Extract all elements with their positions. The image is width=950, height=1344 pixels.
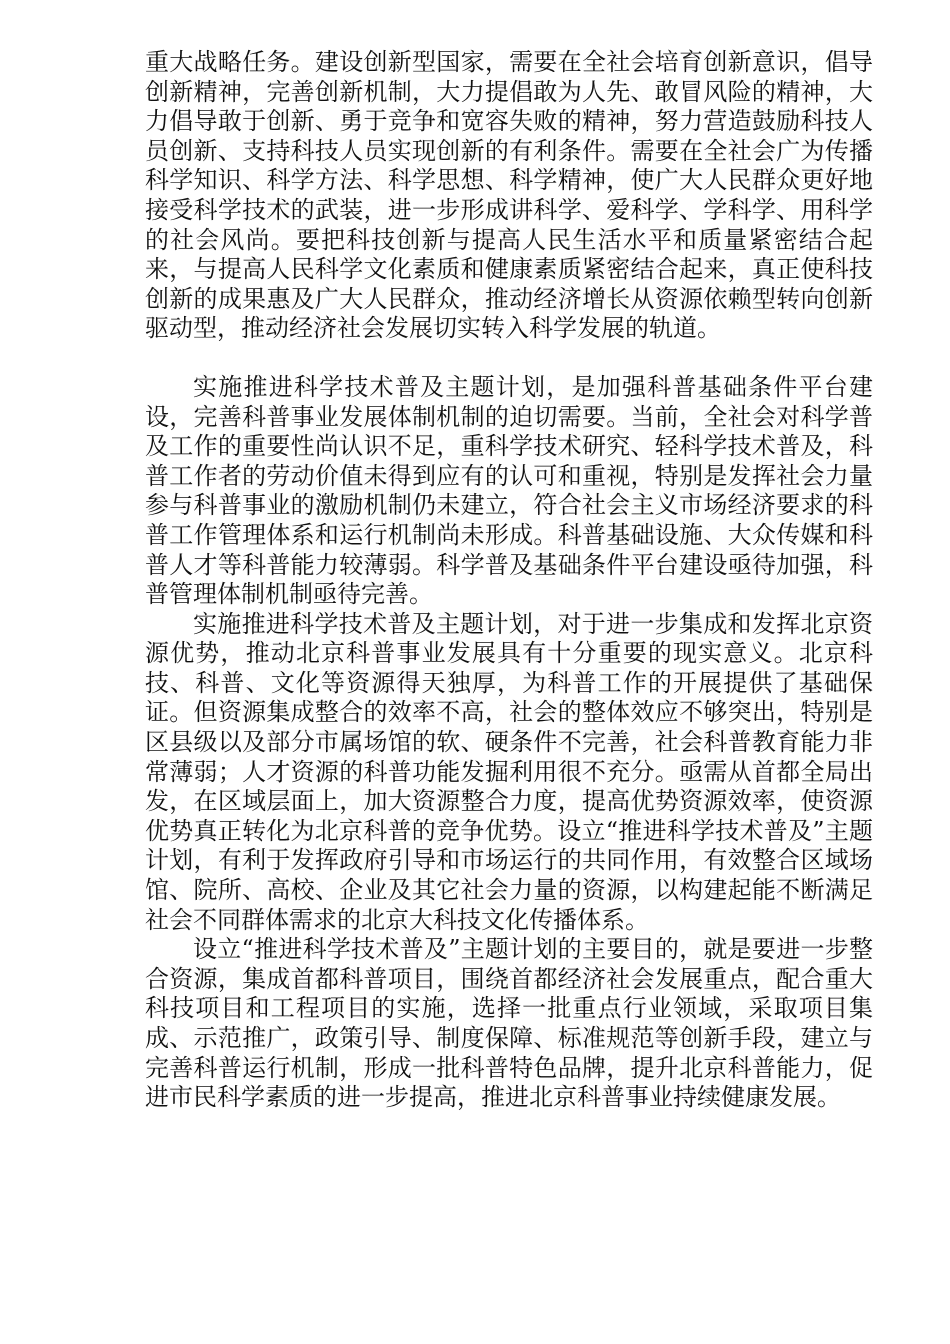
paragraph-4: 设立“推进科学技术普及”主题计划的主要目的，就是要进一步整合资源，集成首都科普项目，围绕首都经济社会发展重点，配合重大科技项目和工程项目的实施，选择一批重点行业领域，采取项目集成、示范推广，政策引导、制度保障、标准规范等创新手段，建立与完善科普运行机制，形成一批科普特色品牌，提升北京科普能力，促进市民科学素质的进一步提高，推进北京科普事业持续健康发展。	[145, 935, 873, 1112]
paragraph-2: 实施推进科学技术普及主题计划，是加强科普基础条件平台建设，完善科普事业发展体制机制的迫切需要。当前，全社会对科学普及工作的重要性尚认识不足，重科学技术研究、轻科学技术普及，科普工作者的劳动价值未得到应有的认可和重视，特别是发挥社会力量参与科普事业的激励机制仍未建立，符合社会主义市场经济要求的科普工作管理体系和运行机制尚未形成。科普基础设施、大众传媒和科普人才等科普能力较薄弱。科学普及基础条件平台建设亟待加强，科普管理体制机制亟待完善。	[145, 372, 873, 609]
paragraph-1: 重大战略任务。建设创新型国家，需要在全社会培育创新意识，倡导创新精神，完善创新机制，大力提倡敢为人先、敢冒风险的精神，大力倡导敢于创新、勇于竞争和宽容失败的精神，努力营造鼓励科技人员创新、支持科技人员实现创新的有利条件。需要在全社会广为传播科学知识、科学方法、科学思想、科学精神，使广大人民群众更好地接受科学技术的武装，进一步形成讲科学、爱科学、学科学、用科学的社会风尚。要把科技创新与提高人民生活水平和质量紧密结合起来，与提高人民科学文化素质和健康素质紧密结合起来，真正使科技创新的成果惠及广大人民群众，推动经济增长从资源依赖型转向创新驱动型，推动经济社会发展切实转入科学发展的轨道。	[145, 48, 873, 343]
paragraph-3: 实施推进科学技术普及主题计划，对于进一步集成和发挥北京资源优势，推动北京科普事业发展具有十分重要的现实意义。北京科技、科普、文化等资源得天独厚，为科普工作的开展提供了基础保证。但资源集成整合的效率不高，社会的整体效应不够突出，特别是区县级以及部分市属场馆的软、硬条件不完善，社会科普教育能力非常薄弱；人才资源的科普功能发掘利用很不充分。亟需从首都全局出发，在区域层面上，加大资源整合力度，提高优势资源效率，使资源优势真正转化为北京科普的竞争优势。设立“推进科学技术普及”主题计划，有利于发挥政府引导和市场运行的共同作用，有效整合区域场馆、院所、高校、企业及其它社会力量的资源，以构建起能不断满足社会不同群体需求的北京大科技文化传播体系。	[145, 609, 873, 934]
document-body	[145, 48, 873, 1113]
